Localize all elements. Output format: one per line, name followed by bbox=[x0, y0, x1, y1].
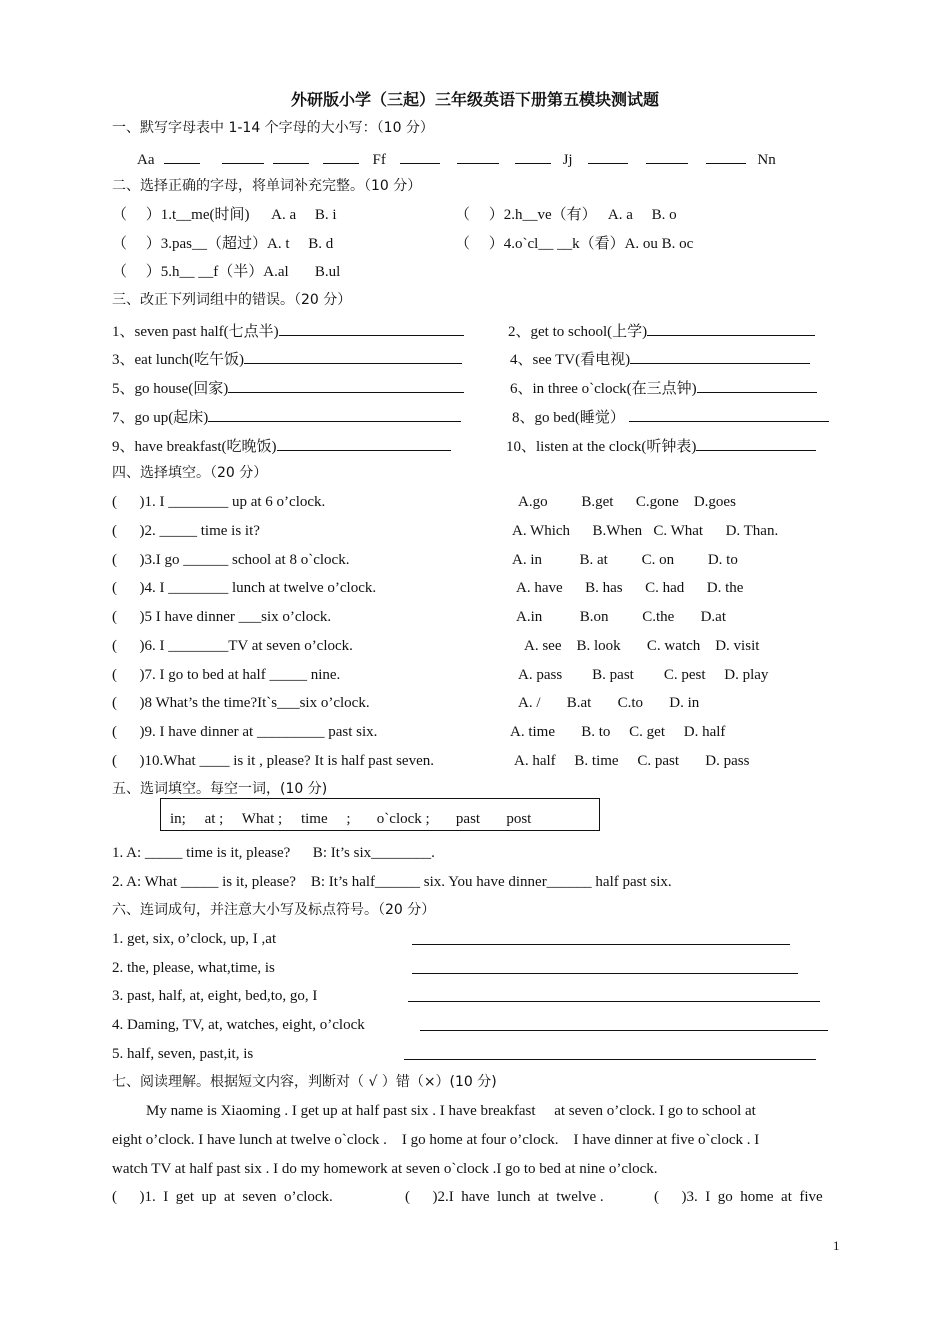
s4-q4: ( )4. I ________ lunch at twelve o’clock. bbox=[112, 580, 377, 596]
s4-q6: ( )6. I ________TV at seven o’clock. bbox=[112, 638, 353, 654]
section-2-heading: 二、选择正确的字母，将单词补充完整。（10 分） bbox=[112, 178, 422, 194]
s6-answer-line-3 bbox=[408, 987, 820, 1007]
s4-q6-options: A. see B. look C. watch D. visit bbox=[524, 638, 760, 654]
s2-item-1: （ ）1.t__me(时间) A. a B. i bbox=[112, 207, 337, 223]
s6-answer-line-4 bbox=[420, 1016, 828, 1036]
s7-q2: ( )2.I have lunch at twelve . bbox=[405, 1189, 604, 1205]
s4-q4-options: A. have B. has C. had D. the bbox=[516, 580, 744, 596]
s4-q3: ( )3.I go ______ school at 8 o`clock. bbox=[112, 552, 350, 568]
letter-row bbox=[137, 149, 776, 169]
s3-item-4: 4、see TV(看电视) bbox=[510, 349, 810, 369]
letter-a: Aa bbox=[137, 152, 155, 168]
section-6-heading: 六、连词成句，并注意大小写及标点符号。（20 分） bbox=[112, 902, 436, 918]
s3-item-2: 2、get to school(上学) bbox=[508, 321, 815, 341]
s4-q8-options: A. / B.at C.to D. in bbox=[518, 695, 700, 711]
s4-q5: ( )5 I have dinner ___six o’clock. bbox=[112, 609, 332, 625]
s3-item-7: 7、go up(起床) bbox=[112, 407, 461, 427]
s3-item-9: 9、have breakfast(吃晚饭) bbox=[112, 436, 451, 456]
letter-n: Nn bbox=[757, 152, 776, 168]
s4-q10-options: A. half B. time C. past D. pass bbox=[514, 753, 750, 769]
reading-line-1: My name is Xiaoming . I get up at half past six . I have breakfast at seven o’clock. I go to school at bbox=[146, 1103, 756, 1119]
s3-item-3: 3、eat lunch(吃午饭) bbox=[112, 349, 462, 369]
page-title: 外研版小学（三起）三年级英语下册第五模块测试题 bbox=[290, 90, 659, 109]
s4-q7: ( )7. I go to bed at half _____ nine. bbox=[112, 667, 341, 683]
s2-item-3: （ ）3.pas__（超过）A. t B. d bbox=[112, 236, 334, 252]
section-1-heading: 一、默写字母表中 1-14 个字母的大小写：（10 分） bbox=[112, 120, 434, 136]
s2-item-2: （ ）2.h__ve（有） A. a B. o bbox=[455, 207, 677, 223]
s7-q3: ( )3. I go home at five bbox=[654, 1189, 823, 1205]
s4-q1-options: A.go B.get C.gone D.goes bbox=[518, 494, 736, 510]
s6-answer-line-2 bbox=[412, 959, 798, 979]
s5-item-2: 2. A: What _____ is it, please? B: It’s half______ six. You have dinner______ half past six. bbox=[112, 874, 672, 890]
s4-q2-options: A. Which B.When C. What D. Than. bbox=[512, 523, 779, 539]
reading-line-2: eight o’clock. I have lunch at twelve o`clock . I go home at four o’clock. I have dinner at five o`clock . I bbox=[112, 1132, 760, 1148]
section-3-heading: 三、改正下列词组中的错误。（20 分） bbox=[112, 292, 352, 308]
s5-item-1: 1. A: _____ time is it, please? B: It’s six________. bbox=[112, 845, 435, 861]
s4-q5-options: A.in B.on C.the D.at bbox=[516, 609, 726, 625]
s3-item-5: 5、go house(回家) bbox=[112, 378, 464, 398]
s4-q9: ( )9. I have dinner at _________ past six. bbox=[112, 724, 378, 740]
section-4-heading: 四、选择填空。（20 分） bbox=[112, 465, 268, 481]
s6-item-5: 5. half, seven, past,it, is bbox=[112, 1046, 254, 1062]
s4-q3-options: A. in B. at C. on D. to bbox=[512, 552, 738, 568]
letter-f: Ff bbox=[372, 152, 386, 168]
s3-item-6: 6、in three o`clock(在三点钟) bbox=[510, 378, 817, 398]
section-5-heading: 五、选词填空。每空一词，(10 分) bbox=[112, 781, 328, 797]
reading-line-3: watch TV at half past six . I do my homework at seven o`clock .I go to bed at nine o’clock. bbox=[112, 1161, 658, 1177]
letter-j: Jj bbox=[562, 152, 573, 168]
s2-item-5: （ ）5.h__ __f（半）A.al B.ul bbox=[112, 264, 341, 280]
s6-item-4: 4. Daming, TV, at, watches, eight, o’clock bbox=[112, 1017, 365, 1033]
s6-answer-line-1 bbox=[412, 930, 790, 950]
s6-answer-line-5 bbox=[404, 1045, 816, 1065]
s3-item-10: 10、listen at the clock(听钟表) bbox=[506, 436, 816, 456]
page-number: 1 bbox=[833, 1238, 840, 1253]
s4-q2: ( )2. _____ time is it? bbox=[112, 523, 260, 539]
section-7-heading: 七、阅读理解。根据短文内容，判断对（ √ ）错（×）(10 分) bbox=[112, 1074, 497, 1090]
s2-item-4: （ ）4.o`cl__ __k（看）A. ou B. oc bbox=[455, 236, 694, 252]
s6-item-3: 3. past, half, at, eight, bed,to, go, I bbox=[112, 988, 318, 1004]
s4-q8: ( )8 What’s the time?It`s___six o’clock. bbox=[112, 695, 370, 711]
s6-item-2: 2. the, please, what,time, is bbox=[112, 960, 275, 976]
s3-item-1: 1、seven past half(七点半) bbox=[112, 321, 464, 341]
s4-q1: ( )1. I ________ up at 6 o’clock. bbox=[112, 494, 326, 510]
s4-q10: ( )10.What ____ is it , please? It is half past seven. bbox=[112, 753, 435, 769]
s4-q9-options: A. time B. to C. get D. half bbox=[510, 724, 726, 740]
s4-q7-options: A. pass B. past C. pest D. play bbox=[518, 667, 769, 683]
s3-item-8: 8、go bed(睡觉） bbox=[512, 407, 829, 427]
s7-q1: ( )1. I get up at seven o’clock. bbox=[112, 1189, 333, 1205]
word-bank: in; at ; What ; time ; o`clock ; past post bbox=[170, 811, 532, 827]
s6-item-1: 1. get, six, o’clock, up, I ,at bbox=[112, 931, 277, 947]
